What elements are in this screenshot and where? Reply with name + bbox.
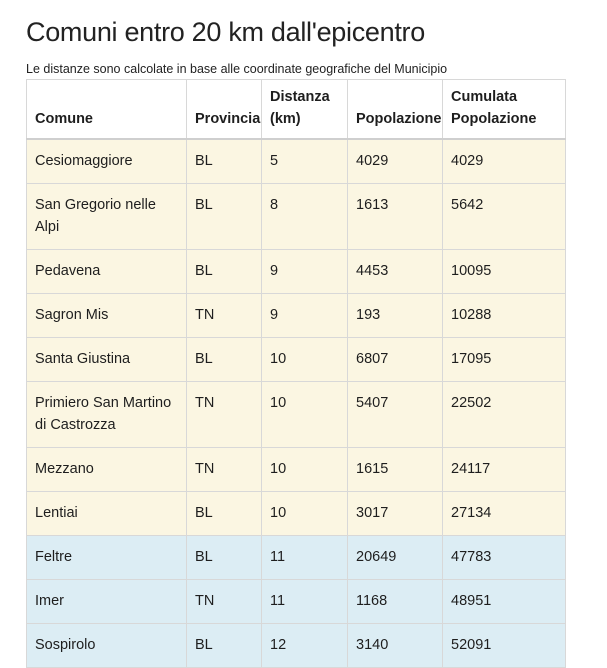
cell-cumulata: 10095	[443, 250, 566, 294]
table-row	[27, 448, 566, 492]
cell-comune: Lentiai	[27, 492, 187, 536]
table-row	[27, 139, 566, 184]
cell-distanza: 10	[262, 492, 348, 536]
cell-distanza: 12	[262, 624, 348, 668]
page-title: Comuni entro 20 km dall'epicentro	[26, 17, 425, 47]
cell-cumulata: 5642	[443, 184, 566, 250]
header-comune: Comune	[27, 80, 187, 140]
comuni-table	[26, 79, 566, 668]
cell-comune: Feltre	[27, 536, 187, 580]
cell-cumulata: 10288	[443, 294, 566, 338]
cell-provincia: TN	[187, 580, 262, 624]
cell-cumulata: 17095	[443, 338, 566, 382]
table-row	[27, 580, 566, 624]
cell-distanza: 9	[262, 294, 348, 338]
cell-popolazione: 3140	[348, 624, 443, 668]
cell-comune: Imer	[27, 580, 187, 624]
cell-cumulata: 27134	[443, 492, 566, 536]
cell-cumulata: 52091	[443, 624, 566, 668]
cell-comune: Sospirolo	[27, 624, 187, 668]
cell-provincia: TN	[187, 382, 262, 448]
cell-provincia: BL	[187, 184, 262, 250]
cell-popolazione: 1615	[348, 448, 443, 492]
cell-popolazione: 5407	[348, 382, 443, 448]
table-header	[27, 80, 566, 140]
cell-cumulata: 4029	[443, 139, 566, 184]
cell-popolazione: 1168	[348, 580, 443, 624]
cell-cumulata: 24117	[443, 448, 566, 492]
table-row	[27, 250, 566, 294]
cell-comune: Primiero San Martino di Castrozza	[27, 382, 187, 448]
table-row	[27, 294, 566, 338]
cell-comune: Sagron Mis	[27, 294, 187, 338]
cell-comune: San Gregorio nelle Alpi	[27, 184, 187, 250]
table-row	[27, 338, 566, 382]
cell-provincia: TN	[187, 448, 262, 492]
content	[26, 14, 566, 668]
table-row	[27, 536, 566, 580]
table-row	[27, 382, 566, 448]
cell-popolazione: 3017	[348, 492, 443, 536]
cell-cumulata: 47783	[443, 536, 566, 580]
cell-provincia: BL	[187, 139, 262, 184]
cell-distanza: 10	[262, 338, 348, 382]
cell-distanza: 10	[262, 382, 348, 448]
table-body	[27, 139, 566, 668]
cell-comune: Mezzano	[27, 448, 187, 492]
cell-comune: Cesiomaggiore	[27, 139, 187, 184]
table-row	[27, 184, 566, 250]
cell-provincia: BL	[187, 338, 262, 382]
table-row	[27, 624, 566, 668]
cell-provincia: BL	[187, 624, 262, 668]
cell-comune: Pedavena	[27, 250, 187, 294]
cell-popolazione: 1613	[348, 184, 443, 250]
cell-popolazione: 4453	[348, 250, 443, 294]
cell-popolazione: 193	[348, 294, 443, 338]
cell-distanza: 11	[262, 536, 348, 580]
cell-provincia: BL	[187, 492, 262, 536]
cell-popolazione: 4029	[348, 139, 443, 184]
page-subtitle: Le distanze sono calcolate in base alle coordinate geografiche del Municipio	[26, 62, 448, 76]
cell-popolazione: 20649	[348, 536, 443, 580]
header-provincia: Provincia	[187, 80, 262, 140]
cell-comune: Santa Giustina	[27, 338, 187, 382]
cell-distanza: 10	[262, 448, 348, 492]
header-row	[27, 80, 566, 140]
cell-provincia: BL	[187, 250, 262, 294]
cell-popolazione: 6807	[348, 338, 443, 382]
header-distanza: Distanza (km)	[262, 80, 348, 140]
cell-distanza: 5	[262, 139, 348, 184]
table-row	[27, 492, 566, 536]
cell-cumulata: 48951	[443, 580, 566, 624]
cell-distanza: 8	[262, 184, 348, 250]
cell-distanza: 9	[262, 250, 348, 294]
header-cumulata: Cumulata Popolazione	[443, 80, 566, 140]
cell-distanza: 11	[262, 580, 348, 624]
header-popolazione: Popolazione	[348, 80, 443, 140]
cell-provincia: BL	[187, 536, 262, 580]
cell-provincia: TN	[187, 294, 262, 338]
cell-cumulata: 22502	[443, 382, 566, 448]
